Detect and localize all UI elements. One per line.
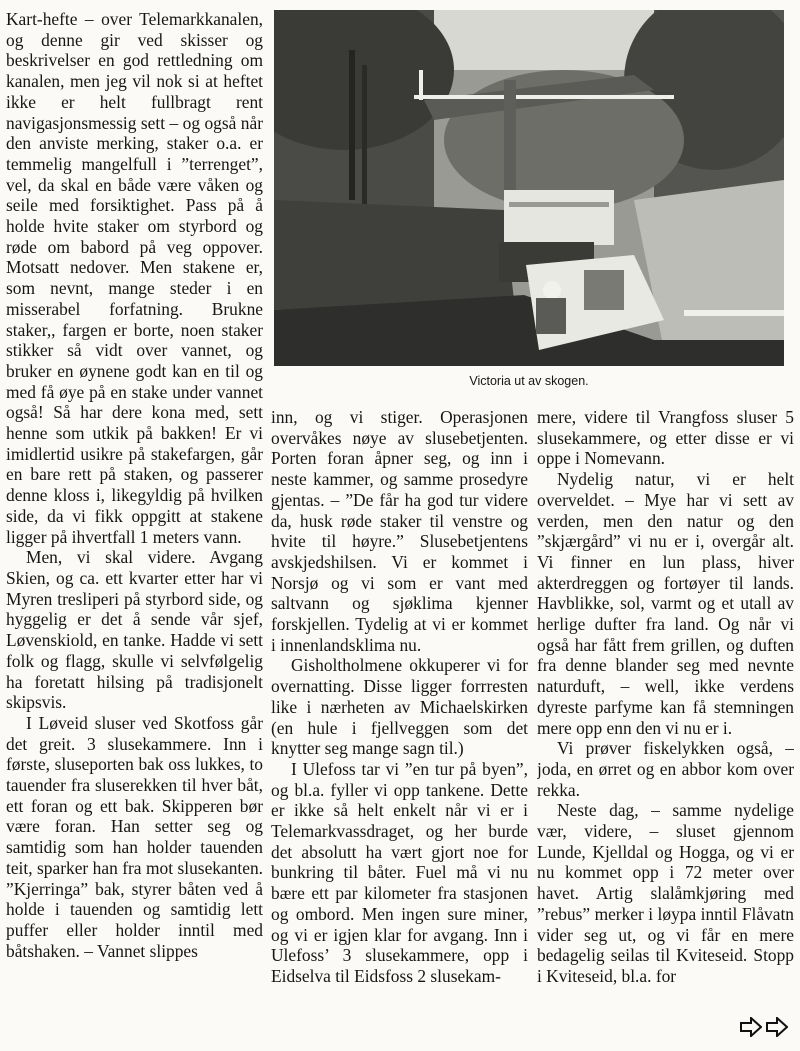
right-arrow-icon	[740, 1017, 762, 1037]
paragraph: Gisholtholmene okkuperer vi for overnatting. Disse ligger forrresten like i nærheten av Michaelskirken (en hule i fjellveggen som det knytter seg mange sagn til.)	[271, 655, 528, 759]
article-column-3	[537, 407, 794, 1019]
article-column-2	[271, 407, 528, 1043]
article-column-1	[6, 9, 263, 1044]
canal-photo	[274, 10, 784, 366]
paragraph: Neste dag, – samme nydelige vær, videre, – sluset gjennom Lunde, Kjelldal og Hogga, og vi er nu kommet opp i 72 meter over havet. Artig slalåmkjøring med ”rebus” merker i løypa inntil Flåvatn vider seg ut, og vi får en mere bedagelig seilas til Kviteseid. Stopp i Kviteseid, bl.a. for	[537, 800, 794, 986]
paragraph: mere, videre til Vrangfoss sluser 5 slusekammere, og etter disse er vi oppe i Nomevann.	[537, 407, 794, 469]
paragraph: inn, og vi stiger. Operasjonen overvåkes nøye av slusebetjenten. Porten foran åpner seg, og inn i neste kammer, og samme prosedyre gjentas. – ”De får ha god tur videre da, husk røde staker til venstre og hvite til høyre.” Slusebetjentens avskjedshilsen. Vi er kommet i Norsjø og vi som er vant med saltvann og sjøklima kjenner forskjellen. Tydelig at vi er kommet i innenlandsklima nu.	[271, 407, 528, 655]
right-arrow-icon	[766, 1017, 788, 1037]
paragraph: Vi prøver fiskelykken også, – joda, en ørret og en abbor kom over rekka.	[537, 738, 794, 800]
paragraph: Nydelig natur, vi er helt overveldet. – Mye har vi sett av verden, men den natur og den ”skjærgård” vi nu er i, overgår alt. Vi finner en lun plass, hiver akterdreggen og fortøyer til lands. Havblikke, sol, varmt og et utall av herlige dufter fra land. Og når vi også har fått frem grillen, og duften fra denne blander seg med nevnte naturduft, – well, ikke verdens dyreste parfyme kan få stemningen mere opp enn den vi nu er i.	[537, 469, 794, 738]
paragraph: I Løveid sluser ved Skotfoss går det greit. 3 slusekammere. Inn i første, sluseporten bak oss lukkes, to tauender fra sluserekken til hver båt, ett foran og ett bak. Skipperen bør være foran. Han setter seg og samtidig som han holder tauenden teit, sparker han fra mot slusekanten. ”Kjerringa” bak, styrer båten ved å holde i tauenden og samtidig lett puffer eller holder inntil med båtshaken. – Vannet slippes	[6, 712, 263, 961]
paragraph: Kart-hefte – over Telemarkkanalen, og denne gir ved skisser og beskrivelser en god rettledning om kanalen, men jeg vil nok si at heftet ikke er helt fullbragt rent navigasjonsmessig sett – og også når den anviste merking, staker o.a. er temmelig mangelfull i ”terrenget”, vel, da skal en både være våken og seile med forsiktighet. Pass på å holde hvite staker om styrbord og røde om babord på veg oppover. Motsatt nedover. Men stakene er, som nevnt, mange steder i en misserabel forfatning. Brukne staker,, fargen er borte, noen staker stikker så vidt over vannet, og bruker en øynene godt kan en til og med få øye på en stake under vannet også! Så har dere kona med, sett henne som utkik på bakken! Er vi imidlertid usikre på stakefargen, går en bare rett på staken, og passerer denne kloss i, likegyldig på hvilken side, da vi fikk oppgitt at stakene ligger på ihvertfall 1 meters vann.	[6, 9, 263, 547]
paragraph: I Ulefoss tar vi ”en tur på byen”, og bl.a. fyller vi opp tankene. Dette er ikke så helt enkelt når vi er i Telemarkvassdraget, og her burde det absolutt ha vært gjort noe for bunkring til båter. Fuel må vi nu bære ett par kilometer fra stasjonen og ombord. Men ingen sure miner, og vi er igjen klar for avgang. Inn i Ulefoss’ 3 slusekammere, opp i Eidselva til Eidsfoss 2 slusekam-	[271, 758, 528, 986]
paragraph: Men, vi skal videre. Avgang Skien, og ca. ett kvarter etter har vi Myren tresliperi på styrbord side, og hyggelig er det å sende vår sjef, Løvenskiold, en tanke. Hadde vi sett folk og flagg, skulle vi selvfølgelig ha foretatt hilsing på tradisjonelt skipsvis.	[6, 547, 263, 713]
continued-arrows-icon	[740, 1014, 790, 1040]
photo-caption: Victoria ut av skogen.	[469, 374, 589, 388]
